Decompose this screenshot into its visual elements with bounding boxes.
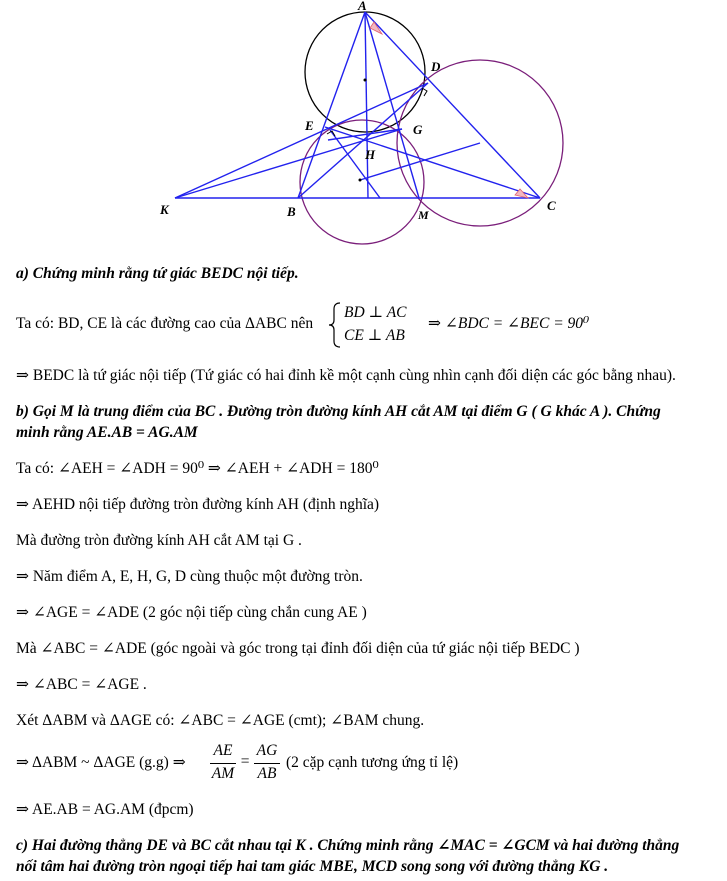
label-B: B xyxy=(287,204,296,219)
label-H: H xyxy=(365,147,376,162)
geometry-figure xyxy=(0,0,727,250)
line-12: ⇒ AE.AB = AG.AM (đpcm) xyxy=(16,801,194,818)
label-G: G xyxy=(413,122,423,137)
line-1-prefix: Ta có: BD, CE là các đường cao của ΔABC nên xyxy=(16,315,314,332)
line-4: ⇒ AEHD nội tiếp đường tròn đường kính AH (định nghĩa) xyxy=(16,496,380,513)
line-1-suffix: ⇒ ∠BDC = ∠BEC = 90⁰ xyxy=(428,315,590,332)
label-C: C xyxy=(547,198,556,213)
line-10: Xét ΔABM và ΔAGE có: ∠ABC = ∠AGE (cmt); ∠BAM chung. xyxy=(16,712,425,729)
line-11-suffix: (2 cặp cạnh tương ứng tỉ lệ) xyxy=(286,754,459,771)
fraction-1-numerator: AE xyxy=(213,742,233,759)
center-dot xyxy=(364,79,367,82)
brace-icon xyxy=(328,302,342,348)
fraction-equals: = xyxy=(239,753,251,770)
line-3: Ta có: ∠AEH = ∠ADH = 90⁰ ⇒ ∠AEH + ∠ADH = 180⁰ xyxy=(16,460,379,477)
part-c-heading-1: c) Hai đường thẳng DE và BC cắt nhau tại K . Chứng minh rằng ∠MAC = ∠GCM và hai đường thẳng xyxy=(16,837,680,854)
fraction-2-numerator: AG xyxy=(256,742,278,759)
line-8: Mà ∠ABC = ∠ADE (góc ngoài và góc trong tại đỉnh đối diện của tứ giác nội tiếp BEDC ) xyxy=(16,640,580,657)
line-7: ⇒ ∠AGE = ∠ADE (2 góc nội tiếp cùng chắn cung AE ) xyxy=(16,604,367,621)
line-6: ⇒ Năm điểm A, E, H, G, D cùng thuộc một đường tròn. xyxy=(16,568,363,585)
fraction-1-denominator: AM xyxy=(211,765,235,782)
line-2: ⇒ BEDC là tứ giác nội tiếp (Tứ giác có hai đỉnh kề một cạnh cùng nhìn cạnh đối diện các góc bằng nhau). xyxy=(16,367,676,384)
label-E: E xyxy=(305,118,314,133)
system-row-2: CE ⊥ AB xyxy=(344,327,405,344)
part-b-heading-1: b) Gọi M là trung điểm của BC . Đường tròn đường kính AH cắt AM tại điểm G ( G khác A ). Chứng xyxy=(16,403,661,420)
line-9: ⇒ ∠ABC = ∠AGE . xyxy=(16,676,147,693)
label-K: K xyxy=(160,202,169,217)
construction-lines xyxy=(175,12,540,198)
system-row-1: BD ⊥ AC xyxy=(344,304,407,321)
label-D: D xyxy=(431,59,441,74)
line-5: Mà đường tròn đường kính AH cắt AM tại G . xyxy=(16,532,302,549)
fraction-1-bar xyxy=(210,763,236,764)
part-b-heading-2: minh rằng AE.AB = AG.AM xyxy=(16,424,198,441)
fraction-2-bar xyxy=(254,763,280,764)
label-M: M xyxy=(418,208,429,222)
center-dot xyxy=(359,179,362,182)
line-11-prefix: ⇒ ΔABM ~ ΔAGE (g.g) ⇒ xyxy=(16,754,186,771)
label-A: A xyxy=(358,0,367,13)
part-a-heading: a) Chứng minh rằng tứ giác BEDC nội tiếp. xyxy=(16,265,299,282)
part-c-heading-2: nối tâm hai đường tròn ngoại tiếp hai tam giác MBE, MCD song song với đường thẳng KG . xyxy=(16,858,609,875)
fraction-2-denominator: AB xyxy=(257,765,277,782)
equation-system xyxy=(328,302,424,348)
